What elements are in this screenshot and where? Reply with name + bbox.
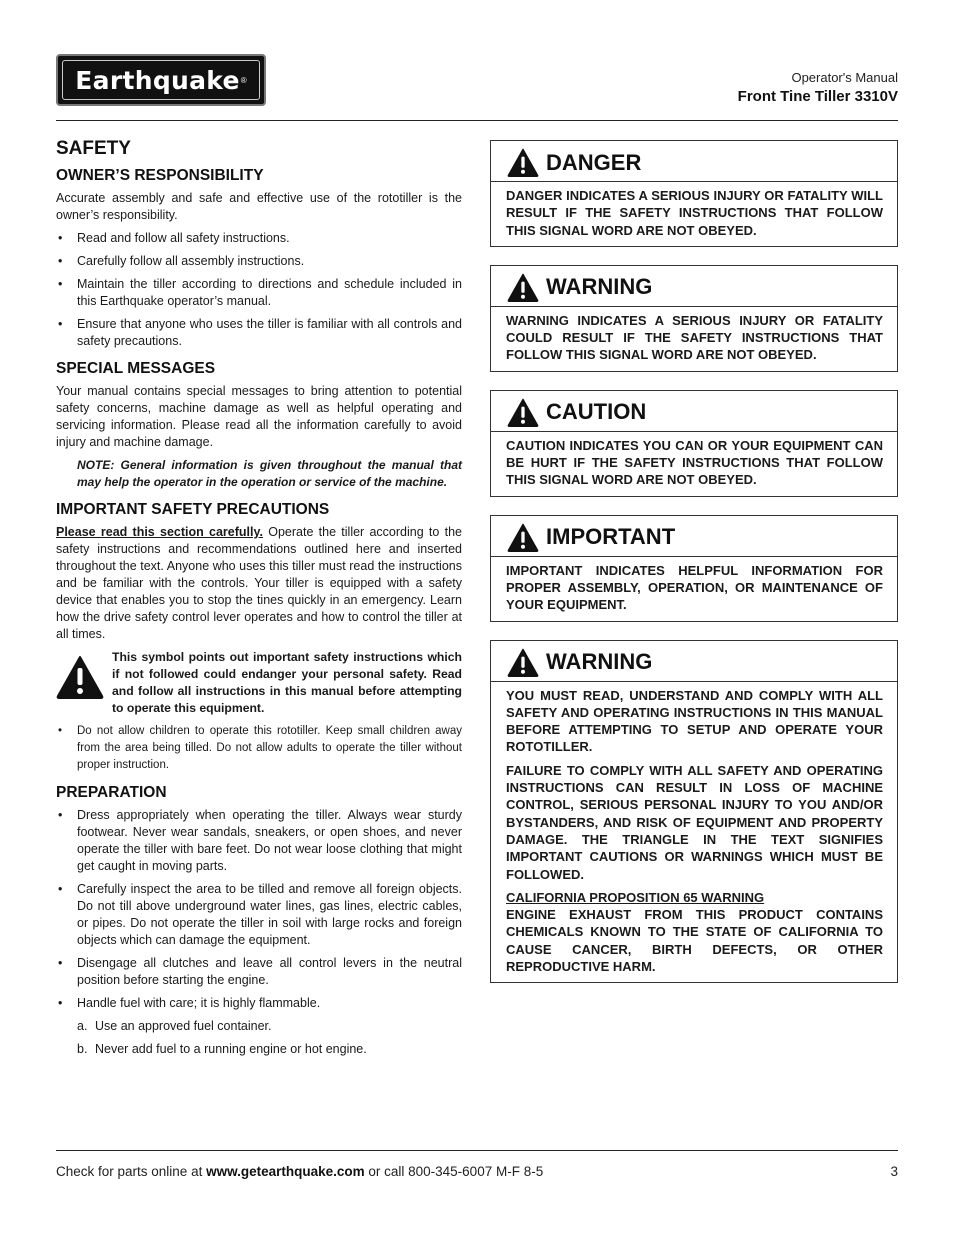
prop65-text: ENGINE EXHAUST FROM THIS PRODUCT CONTAINS CHEMICALS KNOWN TO THE STATE OF CALIFORNIA TO CAUSE CANCER, BIRTH DEFECTS, OR OTHER REPRODUCTIVE HARM. <box>506 907 883 975</box>
list-item: b. Never add fuel to a running engine or hot engine. <box>77 1042 367 1056</box>
children-list <box>56 723 462 774</box>
footer-contact: Check for parts online at www.getearthquake.com or call 800-345-6007 M-F 8-5 <box>56 1164 544 1179</box>
bullet: • <box>58 277 63 291</box>
danger-box <box>490 140 898 247</box>
owners-intro: Accurate assembly and safe and effective use of the rototiller is the owner’s responsibility. <box>56 191 462 222</box>
list-item: a. Use an approved fuel container. <box>77 1019 272 1033</box>
preparation-heading: PREPARATION <box>56 784 167 801</box>
list-item: • Carefully follow all assembly instructions. <box>58 254 305 268</box>
bullet: • <box>58 231 63 245</box>
warning-box <box>490 265 898 372</box>
important-box <box>490 515 898 622</box>
warning-triangle-icon <box>507 648 539 677</box>
list-item: • Maintain the tiller according to directions and schedule included in this Earthquake operator’s manual. <box>58 277 462 308</box>
list-item: • Ensure that anyone who uses the tiller is familiar with all controls and safety precautions. <box>58 317 462 348</box>
logo-text: Earthquake <box>75 65 240 95</box>
list-item: • Read and follow all safety instructions. <box>58 231 290 245</box>
bullet: • <box>58 808 63 822</box>
prop65-heading: CALIFORNIA PROPOSITION 65 WARNING <box>506 889 765 905</box>
precautions-heading: IMPORTANT SAFETY PRECAUTIONS <box>56 501 330 518</box>
right-column <box>490 140 898 1001</box>
special-note: NOTE: General information is given throughout the manual that may help the operator in the operation or service of the machine. <box>77 458 462 489</box>
caution-title: CAUTION <box>546 399 647 425</box>
danger-text: DANGER INDICATES A SERIOUS INJURY OR FATALITY WILL RESULT IF THE SAFETY INSTRUCTIONS THAT FOLLOW THIS SIGNAL WORD ARE NOT OBEYED. <box>506 188 883 238</box>
bullet: • <box>58 956 63 970</box>
website-link[interactable]: www.getearthquake.com <box>206 1164 365 1179</box>
page-title: SAFETY <box>56 138 131 159</box>
list-item: • Disengage all clutches and leave all control levers in the neutral position before starting the engine. <box>58 956 462 987</box>
symbol-callout <box>56 649 462 717</box>
warning-prop65-box <box>490 640 898 984</box>
warning2-body <box>491 682 897 983</box>
bullet: • <box>58 882 63 896</box>
caution-text: CAUTION INDICATES YOU CAN OR YOUR EQUIPMENT CAN BE HURT IF THE SAFETY INSTRUCTIONS THAT FOLLOW THIS SIGNAL WORD ARE NOT OBEYED. <box>506 437 883 488</box>
list-item: • Carefully inspect the area to be tilled and remove all foreign objects. Do not till above underground water lines, gas lines, electric cables, or pipes. Do not operate the tiller in soil with large rocks and foreign objects which can damage the equipment. <box>58 882 462 947</box>
earthquake-logo <box>56 54 266 106</box>
header-divider <box>56 120 898 121</box>
model-title: Front Tine Tiller 3310V <box>737 88 898 105</box>
bullet: • <box>58 725 63 737</box>
list-item: • Do not allow children to operate this rototiller. Keep small children away from the area being tilled. Do not allow adults to operate the tiller without proper instruction. <box>58 725 462 771</box>
warning-triangle-icon <box>507 523 539 552</box>
left-column <box>56 140 462 1064</box>
preparation-list <box>56 807 462 1012</box>
owners-list <box>56 230 462 350</box>
fuel-sublist <box>56 1018 462 1058</box>
important-text: IMPORTANT INDICATES HELPFUL INFORMATION FOR PROPER ASSEMBLY, OPERATION, OR MAINTENANCE OF YOUR EQUIPMENT. <box>506 562 883 613</box>
bullet: • <box>58 996 63 1010</box>
warning2-para-2: FAILURE TO COMPLY WITH ALL SAFETY AND OPERATING INSTRUCTIONS CAN RESULT IN LOSS OF MACHINE CONTROL, SERIOUS PERSONAL INJURY TO YOU AND/OR BYSTANDERS, AND RISK OF EQUIPMENT AND PROPERTY DAMAGE. THE TRIANGLE IN THE TEXT SIGNIFIES IMPORTANT CAUTIONS OR WARNINGS WHICH MUST BE FOLLOWED. <box>506 762 883 882</box>
precautions-lead: Please read this section carefully. <box>56 525 263 539</box>
warning-triangle-icon <box>507 148 539 177</box>
important-title: IMPORTANT <box>546 524 676 550</box>
danger-title: DANGER <box>546 149 642 175</box>
registered-mark: ® <box>240 75 247 85</box>
manual-label: Operator's Manual <box>791 70 898 85</box>
list-item: • Dress appropriately when operating the tiller. Always wear sturdy footwear. Never wear sandals, sneakers, or open shoes, and never operate the tiller with bare feet. Do not wear loose clothing that might get caught in moving parts. <box>58 808 462 873</box>
bullet: • <box>58 254 63 268</box>
warning-text: WARNING INDICATES A SERIOUS INJURY OR FATALITY COULD RESULT IF THE SAFETY INSTRUCTIONS THAT FOLLOW THIS SIGNAL WORD ARE NOT OBEYED. <box>506 312 883 363</box>
warning-triangle-icon <box>507 398 539 427</box>
caution-box <box>490 390 898 497</box>
warning2-title: WARNING <box>546 649 653 675</box>
precautions-text: Please read this section carefully. Operate the tiller according to the safety instructions and recommendations outlined here and inserted throughout the text. Anyone who uses this tiller must read the instructions and be familiar with the controls. Your tiller is equipped with a safety device that enables you to stop the tines quickly in an emergency. Learn how the drive safety control lever operates and how to control the tiller at all times. <box>56 525 462 641</box>
warning-triangle-icon <box>507 273 539 302</box>
owners-heading: OWNER’S RESPONSIBILITY <box>56 167 264 184</box>
list-item: • Handle fuel with care; it is highly flammable. <box>58 996 321 1010</box>
warning2-para-1: YOU MUST READ, UNDERSTAND AND COMPLY WITH ALL SAFETY AND OPERATING INSTRUCTIONS IN THIS MANUAL BEFORE ATTEMPTING TO SETUP AND OPERATE YOUR ROTOTILLER. <box>506 687 883 755</box>
special-text: Your manual contains special messages to bring attention to potential safety concerns, machine damage as well as helpful operating and servicing information. Please read all the information carefully to avoid injury and machine damage. <box>56 384 462 449</box>
page-number: 3 <box>890 1164 898 1179</box>
header-info <box>738 70 898 105</box>
warning-triangle-icon <box>56 655 104 699</box>
bullet: • <box>58 317 63 331</box>
special-heading: SPECIAL MESSAGES <box>56 360 216 377</box>
footer-divider <box>56 1150 898 1151</box>
symbol-text: This symbol points out important safety instructions which if not followed could endanger your personal safety. Read and follow all instructions in this manual before attempting to operate this equipment. <box>112 650 462 715</box>
warning-title: WARNING <box>546 274 653 300</box>
